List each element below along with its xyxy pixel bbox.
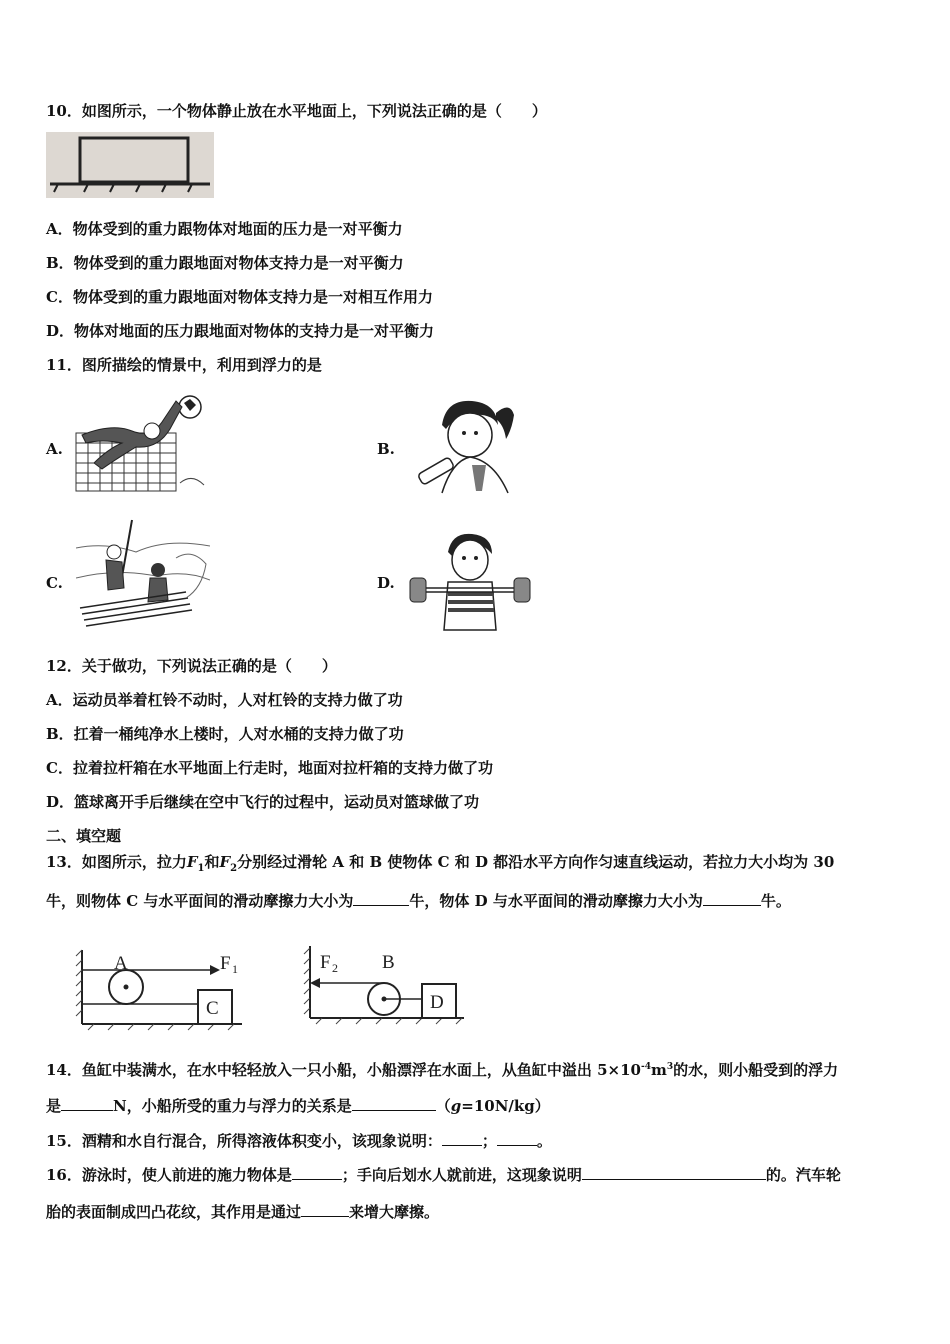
q13-label-c: C (206, 998, 219, 1019)
q12-option-b: B．扛着一桶纯净水上楼时，人对水桶的支持力做了功 (46, 725, 404, 743)
q11-image-bamboo-raft (76, 518, 210, 632)
q13-line-2: 牛，则物体 C 与水平面间的滑动摩擦力大小为 牛，物体 D 与水平面间的滑动摩擦力大小为 牛。 (46, 889, 791, 911)
q13-line-1: 13．如图所示，拉力$F_1$和$F_2$分别经过滑轮 A 和 B 使物体 C 和 D 都沿水平方向作匀速直线运动，若拉力大小均为 30 (46, 853, 835, 874)
q11-stem: 11．图所描绘的情景中，利用到浮力的是 (46, 356, 322, 374)
q12-option-c: C．拉着拉杆箱在水平地面上行走时，地面对拉杆箱的支持力做了功 (46, 759, 493, 777)
q13-label-b: B (382, 952, 395, 973)
q14-blank-buoyancy[interactable] (61, 1094, 113, 1111)
q16-line-2: 胎的表面制成凹凸花纹，其作用是通过 来增大摩擦。 (46, 1200, 439, 1222)
q12-option-d: D．篮球离开手后继续在空中飞行的过程中，运动员对篮球做了功 (46, 793, 480, 811)
q14-line-1: 14．鱼缸中装满水，在水中轻轻放入一只小船，小船漂浮在水面上，从鱼缸中溢出 $5\times 10^{-4}m^3$的水，则小船受到的浮力 (46, 1061, 839, 1079)
q13-label-f1-sub: 1 (232, 962, 238, 976)
q11-image-girl-drinking (412, 395, 518, 495)
q11-label-b: B. (377, 440, 395, 458)
q14-line-2: 是 N，小船所受的重力与浮力的关系是 （g=10N/kg） (46, 1094, 550, 1116)
q11-label-a: A. (46, 440, 63, 458)
q10-option-a: A．物体受到的重力跟物体对地面的压力是一对平衡力 (46, 220, 403, 238)
q13-blank-c[interactable] (353, 889, 409, 906)
q13-label-d: D (430, 992, 444, 1013)
section-heading-fill-in: 二、填空题 (46, 827, 122, 845)
q13-pulley-figure (74, 944, 474, 1032)
q12-stem: 12．关于做功，下列说法正确的是（ ） (46, 657, 337, 675)
q16-blank-2[interactable] (582, 1163, 766, 1180)
q15-blank-1[interactable] (442, 1129, 482, 1146)
q11-label-d: D. (377, 574, 395, 592)
q13-label-a: A (114, 953, 128, 974)
q10-stem: 10．如图所示，一个物体静止放在水平地面上，下列说法正确的是（ ） (46, 102, 547, 120)
q16-line-1: 16．游泳时，使人前进的施力物体是 ；手向后划水人就前进，这现象说明 的。汽车轮 (46, 1163, 841, 1185)
q12-option-a: A．运动员举着杠铃不动时，人对杠铃的支持力做了功 (46, 691, 403, 709)
q11-image-goalkeeper (72, 393, 208, 493)
q13-label-f2-sub: 2 (332, 961, 338, 975)
q14-blank-relation[interactable] (352, 1094, 436, 1111)
q15-line: 15．酒精和水自行混合，所得溶液体积变小，该现象说明： ； 。 (46, 1129, 552, 1151)
q13-blank-d[interactable] (703, 889, 761, 906)
q16-blank-1[interactable] (292, 1163, 342, 1180)
q13-label-f1: F (220, 953, 231, 974)
q10-option-b: B．物体受到的重力跟地面对物体支持力是一对平衡力 (46, 254, 404, 272)
q10-figure-block-on-ground (46, 132, 214, 198)
q10-option-d: D．物体对地面的压力跟地面对物体的支持力是一对平衡力 (46, 322, 435, 340)
q16-blank-3[interactable] (301, 1200, 349, 1217)
q15-blank-2[interactable] (497, 1129, 537, 1146)
q11-label-c: C. (46, 574, 63, 592)
q11-image-boy-chest-expander (408, 530, 532, 632)
q10-option-c: C．物体受到的重力跟地面对物体支持力是一对相互作用力 (46, 288, 433, 306)
q13-label-f2: F (320, 952, 331, 973)
